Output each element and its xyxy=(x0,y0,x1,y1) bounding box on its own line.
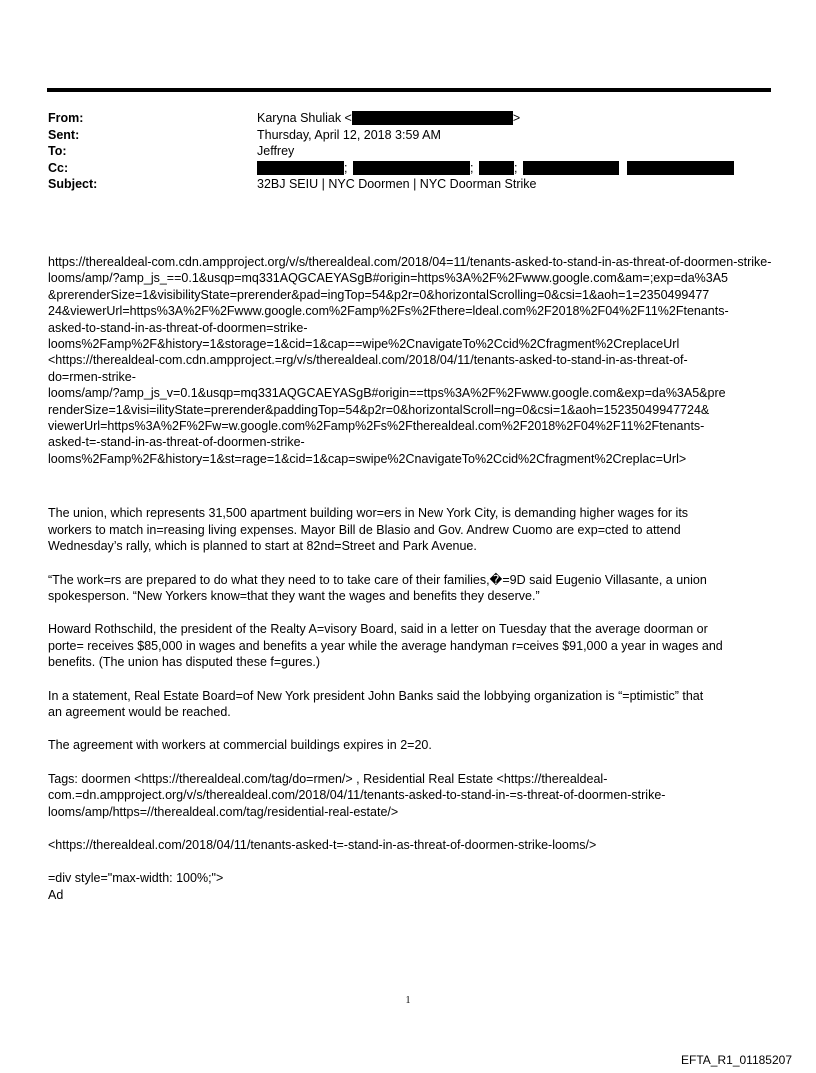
redaction-box xyxy=(479,161,514,175)
url-block: https://therealdeal-com.cdn.ampproject.org/v/s/therealdeal.com/2018/04=11/tenants-asked-to-stand-in-as-threat-of-doormen-strike- looms/amp/?amp_js_==0.1&usqp=mq331AQGCAEYASgB#origin=https%3A%2F%2Fwww.google.com&am=;exp=da%3A5 &prerenderSize=1&visibilityState=prerender&pad=ingTop=54&p2r=0&horizontalScrolling=0&csi=1&aoh=1=2350499477 24&viewerUrl=https%3A%2F%2Fwww.google.com%2Famp%2Fs%2Fthere=ldeal.com%2F2018%2F04%2F11%2Ftenants- asked-to-stand-in-as-threat-of-doormen=strike- looms%2Famp%2F&history=1&storage=1&cid=1&cap==wipe%2CnavigateTo%2Ccid%2Cfragment%2CreplaceUrl <https://therealdeal-com.cdn.ampproject.=rg/v/s/therealdeal.com/2018/04/11/tenants-asked-to-stand-in-as-threat-of- do=rmen-strike- looms/amp/?amp_js_v=0.1&usqp=mq331AQGCAEYASgB#origin==ttps%3A%2F%2Fwww.google.com&exp=da%3A5&pre renderSize=1&visi=ilityState=prerender&paddingTop=54&p2r=0&horizontalScroll=ng=0&csi=1&aoh=15235049947724& viewerUrl=https%3A%2F%2Fw=w.google.com%2Famp%2Fs%2Ftherealdeal.com%2F2018%2F04%2F11%2Ftenants- asked-t=-stand-in-as-threat-of-doormen-strike- looms%2Famp%2F&history=1&st=rage=1&cid=1&cap=swipe%2CnavigateTo%2Ccid%2Cfragment%2Creplac=Url> xyxy=(48,255,772,466)
html-fragment: =div style="max-width: 100%;"> Ad xyxy=(48,871,224,902)
subject-label: Subject: xyxy=(48,177,98,191)
from-value-end: > xyxy=(512,111,521,125)
body-paragraph: The agreement with workers at commercial buildings expires in 2=20. xyxy=(48,738,432,753)
sent-row xyxy=(48,127,768,144)
subject-row xyxy=(48,176,768,193)
sent-value: Thursday, April 12, 2018 3:59 AM xyxy=(257,127,441,142)
tags-paragraph: Tags: doormen <https://therealdeal.com/tag/do=rmen/> , Residential Real Estate <https://therealdeal- com.=dn.ampproject.org/v/s/therealdeal.com/2018/04/11/tenants-asked-to-stand-in-=s-threat-of-doormen-strike- looms/amp/https=//therealdeal.com/tag/residential-real-estate/> xyxy=(48,771,666,819)
body-paragraph: The union, which represents 31,500 apartment building wor=ers in New York City, is demanding higher wages for its workers to match in=reasing living expenses. Mayor Bill de Blasio and Gov. Andrew Cuomo are exp=cted to attend Wednesday’s rally, which is planned to start at 82nd=Street and Park Avenue. xyxy=(48,506,689,554)
from-label: From: xyxy=(48,111,84,125)
subject-value: 32BJ SEIU | NYC Doormen | NYC Doorman Strike xyxy=(257,177,537,191)
from-name: Karyna Shuliak < xyxy=(257,111,352,125)
redaction-box xyxy=(352,111,513,125)
body-paragraph: In a statement, Real Estate Board=of New York president John Banks said the lobbying organization is “=ptimistic” that an agreement would be reached. xyxy=(48,688,704,719)
sent-label: Sent: xyxy=(48,127,80,142)
redaction-box xyxy=(523,161,619,175)
article-link: <https://therealdeal.com/2018/04/11/tenants-asked-t=-stand-in-as-threat-of-doormen-strike-looms/> xyxy=(48,837,597,852)
body-paragraph: “The work=rs are prepared to do what they need to to take care of their families,�=9D said Eugenio Villasante, a union spokesperson. “New Yorkers know=that they want the wages and benefits they deserve.” xyxy=(48,572,707,603)
cc-label: Cc: xyxy=(48,160,69,175)
from-value xyxy=(257,110,768,127)
to-value: Jeffrey xyxy=(257,144,295,158)
redaction-box xyxy=(627,161,734,175)
from-row xyxy=(48,110,768,127)
cc-separator: ; xyxy=(470,160,474,175)
cc-value xyxy=(257,160,768,177)
cc-separator: ; xyxy=(344,160,348,175)
header-rule xyxy=(47,88,771,92)
email-headers xyxy=(48,110,768,193)
body-paragraph: Howard Rothschild, the president of the Realty A=visory Board, said in a letter on Tuesday that the average doorman or porte= receives $85,000 in wages and benefits a year while the average handyman r=ceives $91,000 a year in wages and benefits. (The union has disputed these f=gures.) xyxy=(48,622,723,670)
email-body xyxy=(48,254,772,903)
to-label: To: xyxy=(48,144,67,158)
page-number: 1 xyxy=(405,995,411,1006)
redaction-box xyxy=(353,161,470,175)
cc-separator: ; xyxy=(514,160,518,175)
cc-row xyxy=(48,160,768,177)
redaction-box xyxy=(257,161,344,175)
to-row xyxy=(48,143,768,160)
bates-number: EFTA_R1_01185207 xyxy=(681,1053,792,1067)
